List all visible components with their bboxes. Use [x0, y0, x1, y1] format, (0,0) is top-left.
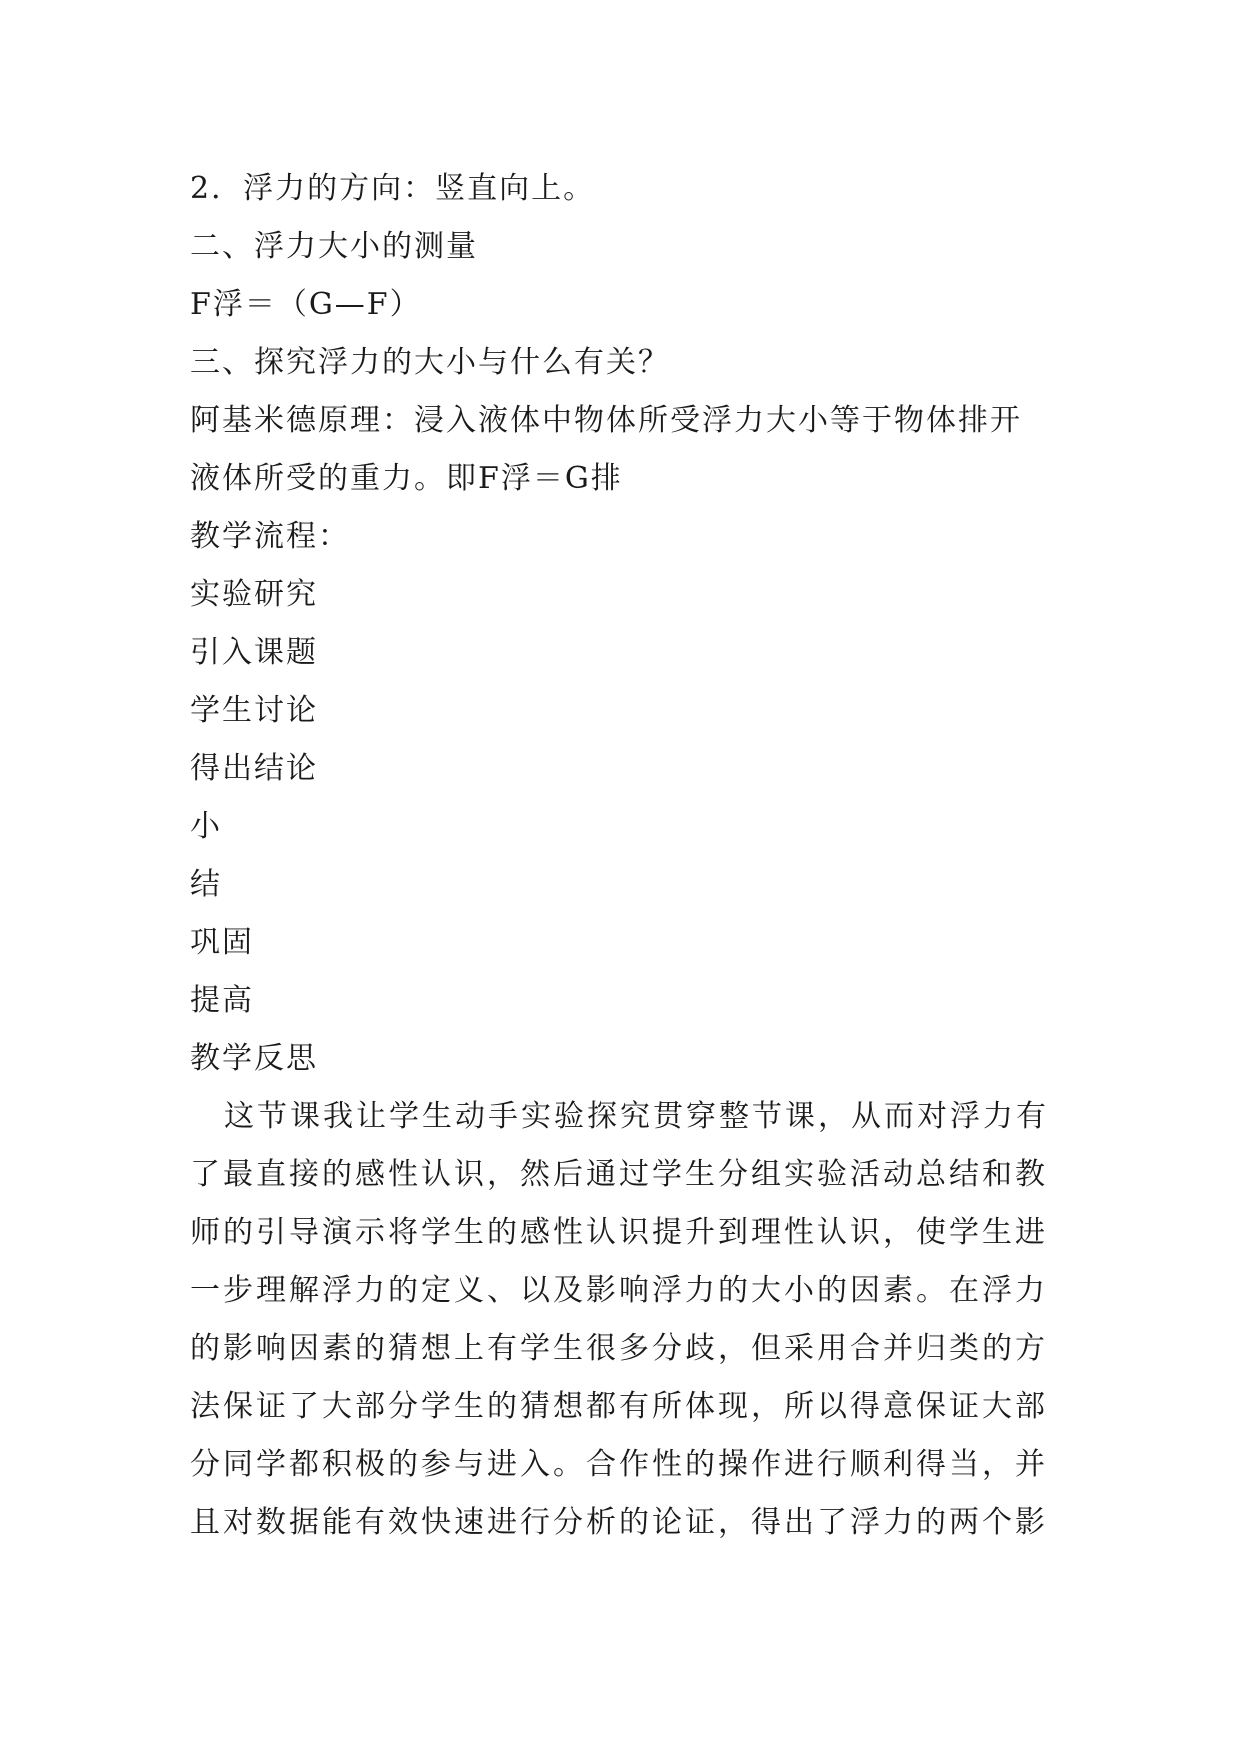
reflection-line: 了最直接的感性认识，然后通过学生分组实验活动总结和教 — [190, 1157, 1048, 1192]
flow-step: 小 — [190, 809, 222, 844]
text-line: 液体所受的重力。即F浮＝G排 — [190, 461, 623, 496]
flow-step: 引入课题 — [190, 635, 318, 670]
section-heading: 三、探究浮力的大小与什么有关？ — [190, 345, 670, 380]
section-heading: 教学反思 — [190, 1041, 318, 1076]
text-line: 2．浮力的方向：竖直向上。 — [190, 171, 596, 206]
flow-step: 学生讨论 — [190, 693, 318, 728]
formula-line: F浮＝（G—F） — [190, 287, 422, 322]
reflection-line: 一步理解浮力的定义、以及影响浮力的大小的因素。在浮力 — [190, 1273, 1048, 1308]
section-heading: 二、浮力大小的测量 — [190, 229, 478, 264]
reflection-line: 分同学都积极的参与进入。合作性的操作进行顺利得当，并 — [190, 1447, 1048, 1482]
flow-step: 巩固 — [190, 925, 254, 960]
reflection-line: 且对数据能有效快速进行分析的论证，得出了浮力的两个影 — [190, 1505, 1048, 1540]
flow-step: 得出结论 — [190, 751, 318, 786]
flow-step: 结 — [190, 867, 222, 902]
reflection-line: 这节课我让学生动手实验探究贯穿整节课，从而对浮力有 — [224, 1099, 1049, 1134]
reflection-line: 师的引导演示将学生的感性认识提升到理性认识，使学生进 — [190, 1215, 1048, 1250]
reflection-line: 的影响因素的猜想上有学生很多分歧，但采用合并归类的方 — [190, 1331, 1048, 1366]
document-page — [190, 160, 1055, 1552]
flow-step: 提高 — [190, 983, 254, 1018]
text-line: 教学流程： — [190, 519, 350, 554]
reflection-line: 法保证了大部分学生的猜想都有所体现，所以得意保证大部 — [190, 1389, 1048, 1424]
flow-step: 实验研究 — [190, 577, 318, 612]
text-line: 阿基米德原理：浸入液体中物体所受浮力大小等于物体排开 — [190, 403, 1022, 438]
